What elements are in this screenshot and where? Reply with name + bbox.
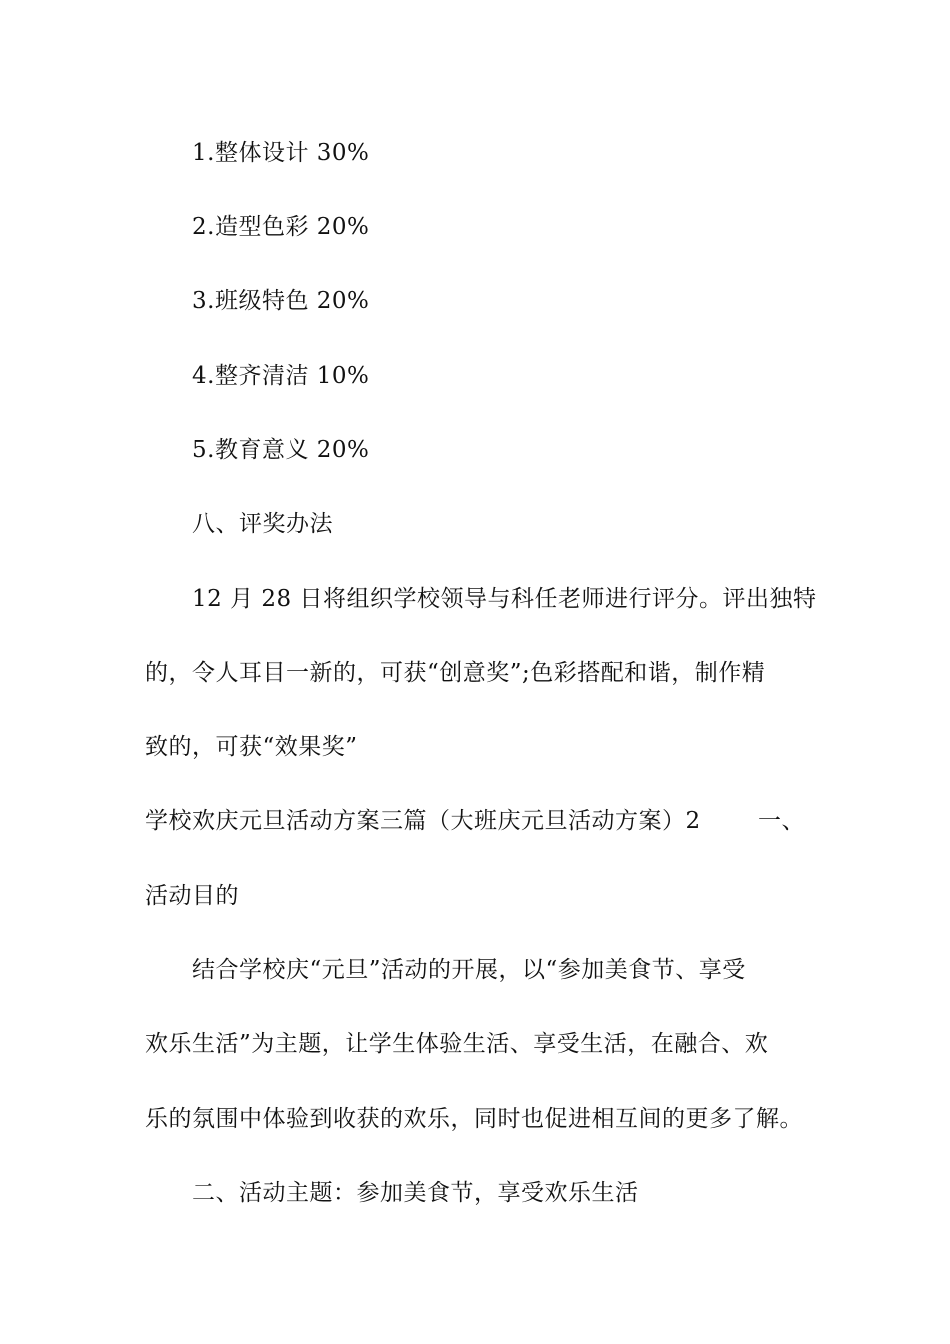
criteria-item: 5.教育意义 20% [192, 437, 370, 463]
purpose-paragraph-line: 乐的氛围中体验到收获的欢乐，同时也促进相互间的更多了解。 [145, 1106, 803, 1132]
theme-heading: 二、活动主题：参加美食节，享受欢乐生活 [192, 1180, 639, 1206]
criteria-item: 1.整体设计 30% [192, 140, 370, 166]
award-paragraph-line: 的，令人耳目一新的，可获“创意奖”;色彩搭配和谐，制作精 [145, 660, 766, 686]
section-heading-number: 一、 [758, 808, 805, 834]
award-heading: 八、评奖办法 [192, 511, 333, 537]
section-title: 学校欢庆元旦活动方案三篇（大班庆元旦活动方案）2 [145, 808, 701, 834]
purpose-paragraph-line: 结合学校庆“元旦”活动的开展，以“参加美食节、享受 [192, 957, 746, 983]
criteria-item: 4.整齐清洁 10% [192, 363, 370, 389]
purpose-paragraph-line: 欢乐生活”为主题，让学生体验生活、享受生活，在融合、欢 [145, 1031, 769, 1057]
award-paragraph-line: 12 月 28 日将组织学校领导与科任老师进行评分。评出独特 [192, 586, 817, 612]
section-title-line [145, 806, 805, 836]
criteria-item: 3.班级特色 20% [192, 288, 370, 314]
award-paragraph-line: 致的，可获“效果奖” [145, 734, 358, 760]
criteria-item: 2.造型色彩 20% [192, 214, 370, 240]
purpose-heading: 活动目的 [145, 883, 239, 909]
